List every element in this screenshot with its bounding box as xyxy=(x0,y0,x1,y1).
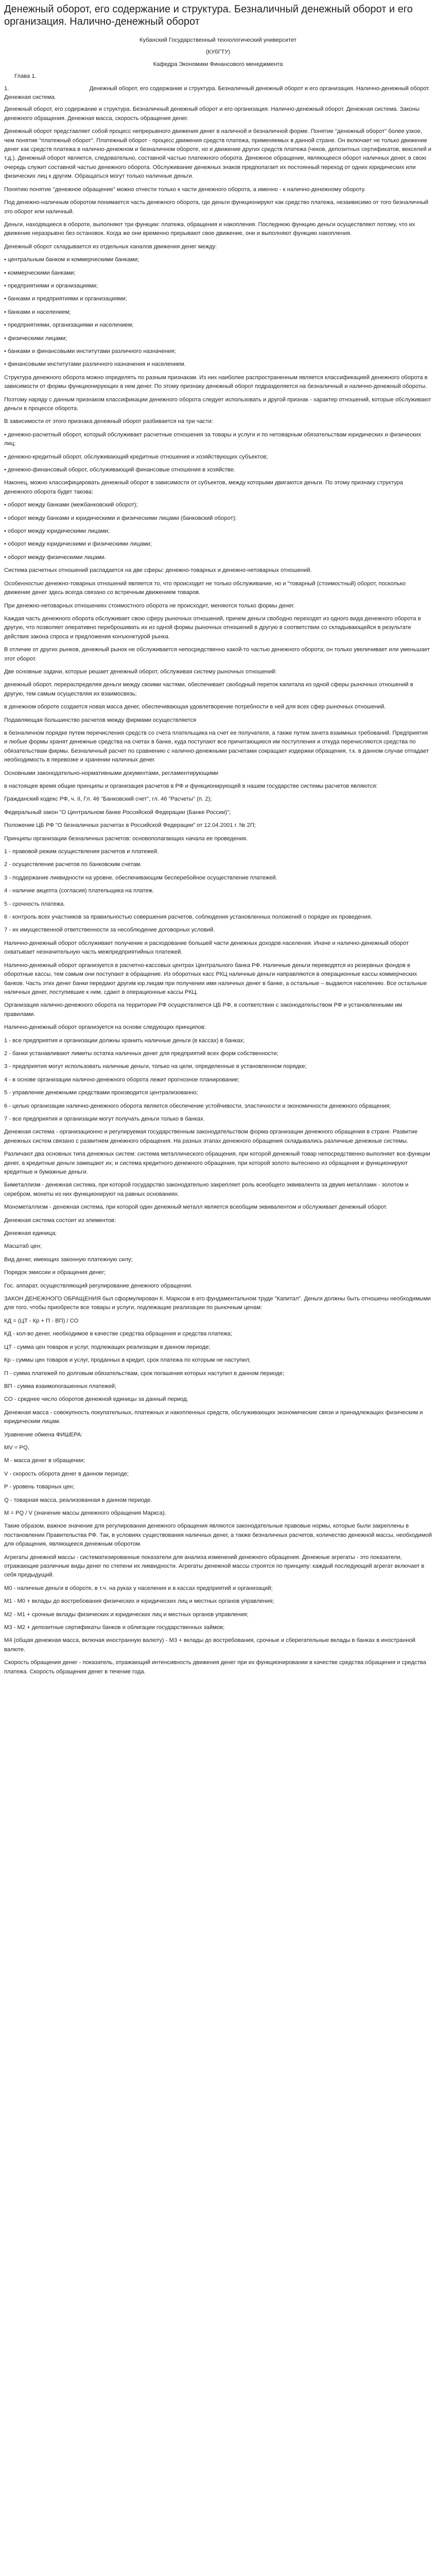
paragraph: Поэтому наряду с данным признаком классификации денежного оборота следует использовать и другой признак - характер отношений, которые обслуживают деньги в процессе оборота. xyxy=(4,396,431,412)
paragraph: Такие образом, важное значение для регулирования денежного обращения являются законодательные правовые нормы, которые были закреплены в постановлении Правительства РФ. Так, в условиях существования наличных денег, а также безналичных расчетов, количество денежной массы, необходимой для обращения, являющееся денежным оборотом. xyxy=(4,1523,432,1548)
paragraph: М4 (общая денежная масса, включая иностранную валюту) - М3 + вклады до востребования, срочные и сберегательные вклады в банках в иностранной валюте. xyxy=(4,1637,415,1653)
paragraph: Вид денег, имеющих законную платежную силу; xyxy=(4,1256,133,1263)
paragraph: • финансовыми институтами различного назначения и населением. xyxy=(4,361,186,368)
paragraph: • предприятиями и организациями; xyxy=(4,282,98,289)
section-number: 1. xyxy=(4,85,9,92)
paragraph: в настоящее время общие принципы и организация расчетов в РФ и функционирующей в нашем государстве системы расчетов являются: xyxy=(4,783,378,789)
paragraph: М3 - М2 + депозитные сертификаты банков и облигации государственных займов; xyxy=(4,1624,225,1631)
paragraph: Различают два основных типа денежных систем: система металлического обращения, при которой денежный товар непосредственно выполняет все функции денег, а кредитные деньги замещают их; и система кредитного денежного обращения, при которой золото вытеснено из обращения и функционируют кредитные и бумажные деньги. xyxy=(4,1151,430,1175)
paragraph: • банками и финансовыми институтами различного назначения; xyxy=(4,348,176,354)
paragraph: СО - среднее число оборотов денежной единицы за данный период. xyxy=(4,1396,188,1403)
paragraph: Q - товарная масса, реализованная в данном периоде. xyxy=(4,1497,152,1503)
paragraph: 7 - все предприятия и организации могут получать деньги только в банках. xyxy=(4,1115,205,1122)
paragraph: 6 - целью организации налично-денежного оборота является обеспечение устойчивости, эластичности и экономичности денежного обращения; xyxy=(4,1103,391,1109)
paragraph: M = PQ / V (значение массы денежного обращения Маркса). xyxy=(4,1510,166,1516)
title-header-block xyxy=(4,36,432,102)
paragraph: Кр - суммы цен товаров и услуг, проданных в кредит, срок платежа по которым не наступил; xyxy=(4,1357,251,1364)
paragraph: денежный оборот, перераспределяя деньги между своими частями, обеспечивает свободный переток капитала из одной сферы рыночных отношений в другую, тем самым осуществляя их взаимосвязь; xyxy=(4,682,413,697)
paragraph: 4 - наличие акцепта (согласия) плательщика на платеж. xyxy=(4,888,154,894)
paragraph: в безналичном порядке путем перечисления средств со счета плательщика на счет ее получателя, а также путем зачета взаимных требований. Предприятия и любые формы хранят денежные средства на счетах в банке, куда поступают все причитающиеся им поступления и откуда перечисляются средства по обязательствам фирмы. Безналичный расчет по сравнению с налично-денежными расчетами сокращает издержки обращения, т.к. в данном случае отпадает необходимость в перевозке и хранении наличных денег. xyxy=(4,730,429,764)
paragraph: Денежный оборот, его содержание и структура. Безналичный денежный оборот и его организация. Налично-денежный оборот. Денежная система. Законы денежного обращения. Денежная масса, скорость обращения денег. xyxy=(4,106,420,122)
paragraph: Масштаб цен; xyxy=(4,1243,42,1250)
paragraph: Каждая часть денежного оборота обслуживает свою сферу рыночных отношений, причем деньги свободно переходят из одного вида денежного оборота в другую, что позволяет оперативно переброшивать их из одной формы рыночных отношений в другую в соответствии со складывающейся в результате действия закона спроса и предложения конъюнктурой рынка. xyxy=(4,615,421,640)
paragraph: Налично-денежный оборот обслуживает получение и расходование большей части денежных доходов населения. Иначе и налично-денежный оборот охватывает незначительную часть межпредприятийных платежей. xyxy=(4,940,409,956)
paragraph: В отличие от других рынков, денежный рынок не обслуживается непосредственно какой-то частью денежного оборота; он только увеличивает или уменьшает этот оборот. xyxy=(4,647,430,662)
paragraph: Организация налично-денежного оборота на территории РФ осуществляется ЦБ РФ, в соответствии с законодательством РФ и установленными им правилами. xyxy=(4,1002,403,1018)
paragraph: в денежном обороте создается новая масса денег, обеспечивающая удовлетворение потребности в ней для всех сфер рыночных отношений. xyxy=(4,704,386,710)
paragraph: • денежно-финансовый оборот, обслуживающий финансовые отношения в хозяйстве. xyxy=(4,467,235,473)
paragraph: • денежно-кредитный оборот, обслуживающий кредитные отношения и хозяйствующих субъектов; xyxy=(4,453,268,460)
paragraph: 5 - срочность платежа. xyxy=(4,901,65,907)
paragraph: 5 - управление денежными средствами производится централизованно; xyxy=(4,1090,198,1096)
paragraph: Наконец, можно классифицировать денежный оборот в зависимости от субъектов, между которыми двигаются деньги. По этому признаку структура денежного оборота будет такова: xyxy=(4,480,403,495)
paragraph: М1 - М0 + вклады до востребования физических и юридических лиц и местных органов управления; xyxy=(4,1598,274,1605)
paragraph: Понятию понятие "денежное обращение" можно отнести только к части денежного оборота, а именно - к налично-денежному обороту. xyxy=(4,186,366,193)
paragraph: ВП - сумма взаимопогашенных платежей; xyxy=(4,1383,116,1389)
paragraph: Гражданский кодекс РФ, ч. II, Гл. 46 "Банковский счет", гл. 46 "Расчеты" (п. 2); xyxy=(4,796,212,803)
paragraph: Подавляющая большинство расчетов между фирмами осуществляется xyxy=(4,717,197,723)
paragraph: MV = PQ, xyxy=(4,1444,29,1451)
paragraph: Особенностью денежно-товарных отношений является то, что происходит не только обслуживание, но и "товарный (стоимостный) оборот, посколько движение денег здесь всегда связано со встречным движением товаров. xyxy=(4,580,406,596)
paragraph: • банками и предприятиями и организациями; xyxy=(4,296,127,302)
paragraph: • банками и населением; xyxy=(4,309,71,315)
university-name: Кубанский Государственный технологический университет xyxy=(139,37,297,43)
paragraph: M - масса денег в обращении; xyxy=(4,1458,85,1464)
document-title: Денежный оборот, его содержание и структура. Безналичный денежный оборот и его организация. Налично-денежный оборот xyxy=(4,4,413,27)
paragraph: Денежная система - организационно и регулируемая государственным законодательством форма организации денежного обращения в стране. Развитие денежных систем связано с развитием денежного обращения. На разных этапах денежного обращения складывались различные денежные системы. xyxy=(4,1129,418,1144)
paragraph: ЗАКОН ДЕНЕЖНОГО ОБРАЩЕНИЯ был сформулирован К. Марксом в его фундаментальном труде "Капитал". Деньги должны быть отношены необходимыми для того, чтобы приобрести все товары и услуги, подлежащие реализации по рыночным ценам: xyxy=(4,1296,431,1311)
paragraph: Под денежно-наличным оборотом понимается часть денежного оборота, где деньги функционируют как средство платежа, незаивисимо от того безналичный это оборот или наличный. xyxy=(4,199,429,215)
paragraph: При денежно-нетоварных отношениях стоимостного оборота не происходит, меняются только формы денег. xyxy=(4,602,295,609)
section-title: Денежный оборот, его содержание и структура. Безналичный денежный оборот и его организация. Налично-денежный оборот. Денежная система. xyxy=(4,85,430,101)
paragraph: • центральным банком и коммерческими банками; xyxy=(4,257,139,263)
paragraph: 2 - осуществление расчетов по банковским счетам. xyxy=(4,861,142,868)
paragraph: V - скорость оборота денег в данном периоде; xyxy=(4,1470,129,1477)
paragraph: Монометаллизм - денежная система, при которой один денежный металл является всеобщим эквивалентом и обслуживает денежный оборот. xyxy=(4,1204,388,1211)
paragraph: Налично-денежный оборот организуется в расчетно-кассовых центрах Центрального банка РФ. Наличные деньги переводятся из резервных фондов в оборотные кассы, тем самым они поступают в обращение. Из оборотных касс РКЦ наличные деньги направляются в операционные кассы коммерческих банков. Часть этих денег банки передают другим юр.лицам при получении ими наличных денег в банке, а остальные – выдаются населению. Все остальные наличных денег, поступившие к ним, сдают в операционные кассы РКЦ. xyxy=(4,962,427,995)
university-abbr: (КУбГТУ) xyxy=(205,49,231,56)
paragraph: • предприятиями, организациями и населением; xyxy=(4,322,134,329)
paragraph: В зависимости от этого признака денежный оборот разбивается на три части: xyxy=(4,418,213,425)
paragraph: • оборот между банками и юридическими и физическими лицами (банковский оборот); xyxy=(4,515,237,521)
paragraph: М0 - наличные деньги в обороте, в т.ч. на руках у населения и в кассах предприятий и организаций; xyxy=(4,1585,273,1591)
paragraph: 2 - банки устанавливают лимиты остатка наличных денег для предприятий всех форм собственности; xyxy=(4,1050,278,1057)
paragraph: 4 - в основе организации налично-денежного оборота лежит прогнозное планирование; xyxy=(4,1076,240,1083)
department-name: Кафедра Экономики Финансового менеджмента xyxy=(153,61,283,67)
paragraph: Основными законодательно-нормативными документами, регламентирующими xyxy=(4,770,219,776)
paragraph: 7 - их имущественной ответственности за несоблюдение договорных условий. xyxy=(4,927,215,934)
paragraph: Федеральный закон "О Центральном банке Российской Федерации (Банке России)"; xyxy=(4,809,231,816)
paragraph: КД = (ЦТ - Кр + П - ВП) / СО xyxy=(4,1317,79,1324)
paragraph: Скорость обращения денег - показатель, отражающий интенсивность движения денег при их функционировании в качестве средства обращения и средства платежа. Скорость обращения денег в течение года. xyxy=(4,1659,426,1675)
paragraph: • денежно-расчетный оборот, который обслуживает расчетные отношения за товары и услуги и по нетоварным обязательствам юридических и физических лиц; xyxy=(4,431,422,447)
paragraph: • физическими лицами; xyxy=(4,335,67,342)
paragraph: Положение ЦБ РФ "О безналичных расчетах в Российской Федерации" от 12.04.2001 г. № 2П; xyxy=(4,822,256,829)
paragraph: 6 - контроль всех участников за правильностью совершения расчетов, соблюдения установленных положений о порядке их проведения. xyxy=(4,914,373,921)
paragraph: 1 - правовой режим осуществления расчетов и платежей. xyxy=(4,849,159,855)
paragraph: Уравнение обмена ФИШЕРА: xyxy=(4,1431,83,1438)
paragraph-list xyxy=(4,105,432,1676)
paragraph: 3 - предприятия могут использовать наличные деньги, только на цели, определенные в установленном порядке; xyxy=(4,1063,307,1070)
paragraph: М2 - М1 + срочные вклады физических и юридических лиц и местных органов управления; xyxy=(4,1611,249,1618)
paragraph: 1 - все предприятия и организации должны хранить наличные деньги (в кассах) в банках; xyxy=(4,1037,245,1044)
paragraph: P - уровень товарных цен; xyxy=(4,1484,75,1490)
paragraph: • оборот между юридическими лицами; xyxy=(4,528,110,535)
paragraph: Гос. аппарат, осуществляющий регулирование денежного обращения. xyxy=(4,1282,193,1289)
paragraph: 3 - поддержание ликвидности на уровне, обеспечивающим бесперебойное осуществление платежей. xyxy=(4,874,277,881)
paragraph: Денежная единица; xyxy=(4,1230,57,1237)
paragraph: • оборот между юридическими и физическими лицами; xyxy=(4,541,152,548)
paragraph: Система расчетных отношений распадается на две сферы: денежно-товарных и денежно-нетоварных отношений. xyxy=(4,567,312,574)
paragraph: • оборот между банками (межбанковский оборот); xyxy=(4,502,138,509)
paragraph: КД - кол-во денег, необходимое в качестве средства обращения и средства платежа; xyxy=(4,1331,232,1337)
paragraph: • оборот между физическими лицами. xyxy=(4,554,106,561)
paragraph: • коммерческими банками; xyxy=(4,269,76,276)
paragraph: Денежная система состоит из элементов: xyxy=(4,1217,116,1224)
paragraph: Денежная масса - совокупность покупательных, платежных и накопленных средств, обслуживающих экономические связи и принадлежащих физическим и юридическим лицам. xyxy=(4,1409,423,1425)
paragraph: Денежный оборот представляет собой процесс непрерывного движения денег в наличной и безналичной форме. Понятие "денежный оборот" более узкое, чем понятие "платежный оборот". Платежный оборот - процесс движения средств платежа, применяемых в данной стране. Он включает не только движение денег как средств платежа в налично-денежном и безналичном обороте, но и движение других средств платежа (чеков, депозитных сертификатов, векселей и т.д.). Денежный оборот является, следовательно, составной частью платежного оборота. Денежное обращение, являющееся оборот наличных денег, в свою очередь служит составной частью денежного оборота. Обслуживание денежных знаков предполагает их постоянный переход от одних юридических или физических лиц к другим. Обращаться могут только наличные деньги. xyxy=(4,128,431,180)
paragraph: Структура денежного оборота можно определять по разным признакам. Из них наиболее распространенным является классификацией денежного оборота в зависимости от формы функционирующих в нем денег. По этому признаку денежный оборот подразделяется на безналичный и налично-денежный обороты. xyxy=(4,374,428,390)
section-heading xyxy=(4,84,432,103)
paragraph: Биметаллизм - денежная система, при которой государство законодательно закрепляет роль всеобщего эквивалента за двумя металлами - золотом и серебром, монеты из них функционируют на равных основаниях. xyxy=(4,1182,409,1197)
chapter-label: Глава 1. xyxy=(14,73,37,80)
paragraph: ЦТ - сумма цен товаров и услуг, подлежащих реализации в данном периоде; xyxy=(4,1344,211,1350)
paragraph: Агрегаты денежной массы - систематизированные показатели для анализа изменений денежного обращения. Денежные агрегаты - это показатели, отражающие различные виды денег по степени их ликвидности. Агрегаты денежной массы строятся по принципу: каждый последующий агрегат включает в себя предыдущий. xyxy=(4,1554,425,1579)
paragraph: П - сумма платежей по долговым обязательствам, срок погашения которых наступил в данном периоде; xyxy=(4,1370,285,1377)
document-body xyxy=(4,36,432,1676)
paragraph: Деньги, находящиеся в обороте, выполняют три функции: платежа, обращения и накопления. Последнюю функцию деньги осуществляют потому, что их движение неразрывно без остановок. Когда же они временно прерывают свое движение, они и выполняют функцию накопления. xyxy=(4,221,415,237)
paragraph: Порядок эмиссии и обращения денег; xyxy=(4,1269,106,1276)
paragraph: Денежный оборот складывается из отдельных каналов движения денег между: xyxy=(4,243,217,250)
paragraph: Налично-денежный оборот организуется на основе следующих принципов: xyxy=(4,1024,206,1031)
paragraph: Принципы организации безналичных расчетов: основополагающих начала ее проведения. xyxy=(4,835,248,842)
paragraph: Две основные задачи, которые решает денежный оборот, обслуживая систему рыночных отношений: xyxy=(4,668,277,675)
